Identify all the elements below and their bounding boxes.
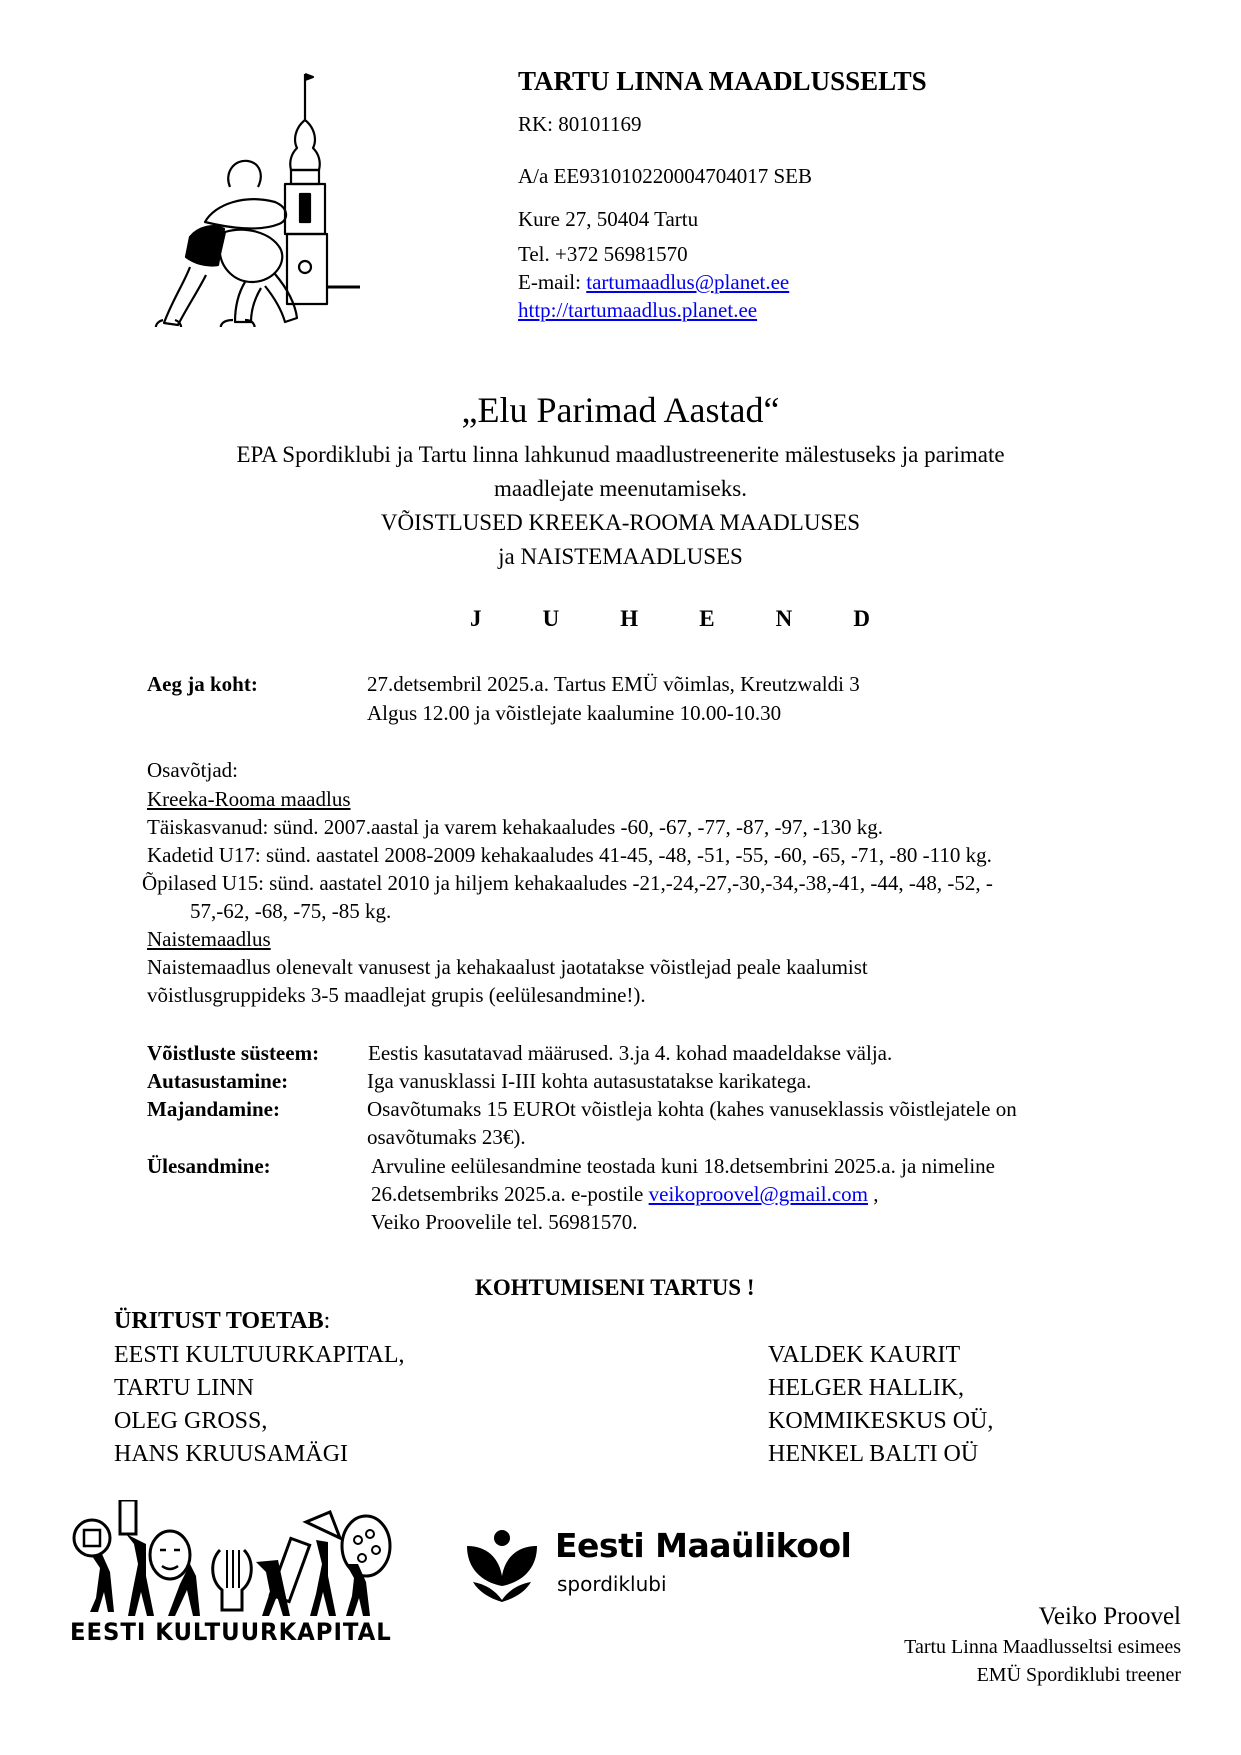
supporter-right: KOMMIKESKUS OÜ, (768, 1408, 994, 1434)
emu-leaf-icon (465, 1528, 539, 1602)
emu-name: Eesti Maaülikool (555, 1526, 852, 1565)
supporter-left: HANS KRUUSAMÄGI (114, 1441, 349, 1467)
women-line-2: võistlusgruppideks 3-5 maadlejat grupis (eelülesandmine!). (147, 983, 646, 1007)
registration-prefix: 26.detsembriks 2025.a. e-postile (371, 1182, 649, 1206)
registration-suffix: , (868, 1182, 879, 1206)
address: Kure 27, 50404 Tartu (518, 207, 699, 231)
supporters-heading-text: ÜRITUST TOETAB (114, 1308, 324, 1334)
signature-name: Veiko Proovel (1038, 1603, 1181, 1630)
juhend-letter: N (775, 606, 793, 631)
supporter-left: EESTI KULTUURKAPITAL, (114, 1342, 405, 1368)
supporter-right: HELGER HALLIK, (768, 1375, 964, 1401)
time-place-label: Aeg ja koht: (147, 672, 258, 696)
signature-role-1: Tartu Linna Maadlusseltsi esimees (904, 1636, 1181, 1658)
women-line-1: Naistemaadlus olenevalt vanusest ja kehakaalust jaotatakse võistlejad peale kaalumist (147, 955, 868, 979)
fee-label: Majandamine: (147, 1097, 280, 1121)
email-line (518, 270, 789, 294)
system-text: Eestis kasutatavad määrused. 3.ja 4. kohad maadeldakse välja. (368, 1041, 893, 1065)
greco-cadets: Kadetid U17: sünd. aastatel 2008-2009 kehakaaludes 41-45, -48, -51, -55, -60, -65, -71, -80 -110 kg. (147, 843, 992, 867)
fee-text-1: Osavõtumaks 15 EUROt võistleja kohta (kahes vanuseklassis võistlejatele on (367, 1097, 1017, 1121)
juhend-letter: E (699, 606, 715, 631)
greco-pupils-cont: 57,-62, -68, -75, -85 kg. (190, 899, 392, 923)
registration-line-3: Veiko Proovelile tel. 56981570. (371, 1210, 638, 1234)
registry-code: RK: 80101169 (518, 112, 642, 136)
greco-roman-heading: Kreeka-Rooma maadlus (147, 787, 351, 811)
supporters-colon: : (323, 1308, 331, 1334)
kultuurkapital-text: EESTI KULTUURKAPITAL (70, 1618, 392, 1646)
subtitle-line-2: maadlejate meenutamiseks. (494, 476, 747, 501)
emu-spordiklubi-logo (465, 1520, 865, 1620)
women-heading: Naistemaadlus (147, 927, 271, 951)
emu-sub: spordiklubi (557, 1572, 667, 1596)
registration-label: Ülesandmine: (147, 1154, 271, 1178)
supporter-left: TARTU LINN (114, 1375, 254, 1401)
subtitle-line-3: VÕISTLUSED KREEKA-ROOMA MAADLUSES (380, 510, 861, 535)
bank-account: A/a EE931010220004704017 SEB (518, 164, 812, 188)
org-name: TARTU LINNA MAADLUSSELTS (518, 66, 927, 96)
subtitle-line-1: EPA Spordiklubi ja Tartu linna lahkunud maadlustreenerite mälestuseks ja parimate (236, 442, 1005, 467)
website-line (518, 298, 757, 322)
participants-heading: Osavõtjad: (147, 758, 238, 782)
greco-pupils: Õpilased U15: sünd. aastatel 2010 ja hiljem kehakaaludes -21,-24,-27,-30,-34,-38,-41, -44, -48, -52, - (142, 871, 993, 895)
registration-line-2 (371, 1180, 879, 1209)
juhend-letter: D (853, 606, 870, 631)
phone: Tel. +372 56981570 (518, 242, 688, 266)
email-label: E-mail: (518, 270, 587, 294)
greco-adults: Täiskasvanud: sünd. 2007.aastal ja varem kehakaaludes -60, -67, -77, -87, -97, -130 kg. (147, 815, 883, 839)
system-label: Võistluste süsteem: (147, 1041, 320, 1065)
supporters-heading (114, 1306, 330, 1336)
supporter-right: VALDEK KAURIT (768, 1342, 961, 1368)
registration-line-1: Arvuline eelülesandmine teostada kuni 18.detsembrini 2025.a. ja nimeline (371, 1154, 996, 1178)
website-link[interactable]: http://tartumaadlus.planet.ee (518, 298, 758, 322)
event-title: „Elu Parimad Aastad“ (461, 390, 780, 430)
time-place-line-2: Algus 12.00 ja võistlejate kaalumine 10.00-10.30 (367, 701, 782, 725)
awards-label: Autasustamine: (147, 1069, 289, 1093)
kultuurkapital-logo (70, 1500, 430, 1650)
juhend-letter: U (542, 606, 560, 631)
signature-role-2: EMÜ Spordiklubi treener (976, 1664, 1181, 1686)
registration-email-link[interactable]: veikoproovel@gmail.com (648, 1182, 868, 1206)
subtitle-line-4: ja NAISTEMAADLUSES (498, 544, 743, 569)
closing-text: KOHTUMISENI TARTUS ! (475, 1275, 755, 1300)
juhend-letter: H (620, 606, 639, 631)
awards-text: Iga vanusklassi I-III kohta autasustatakse karikatega. (367, 1069, 812, 1093)
supporter-right: HENKEL BALTI OÜ (768, 1441, 979, 1467)
wrestlers-tower-logo (145, 62, 410, 327)
kultuurkapital-figures-icon (70, 1500, 400, 1618)
time-place-line-1: 27.detsembril 2025.a. Tartus EMÜ võimlas, Kreutzwaldi 3 (367, 672, 860, 696)
supporter-left: OLEG GROSS, (114, 1408, 268, 1434)
fee-text-2: osavõtumaks 23€). (367, 1125, 526, 1149)
juhend-heading (470, 606, 870, 632)
email-link[interactable]: tartumaadlus@planet.ee (586, 270, 790, 294)
juhend-letter: J (470, 606, 482, 631)
